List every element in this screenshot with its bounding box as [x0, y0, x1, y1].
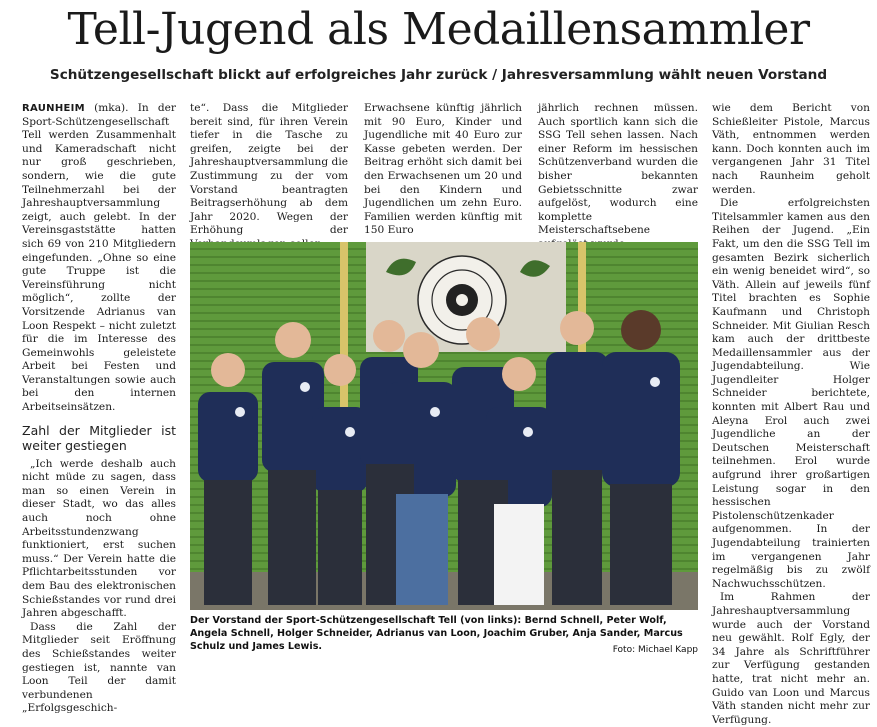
dateline: RAUNHEIM: [22, 103, 85, 114]
paragraph-intro: (mka). In der Sport-Schützengesellschaft Tell werden Zusammenhalt und Kameradschaft nicht nur groß geschrieben, sondern, wie die gute Teilnehmerzahl bei der Jahreshauptversammlung zeigt, auch gelebt. In der Vereinsgaststätte hatten sich 69 von 210 Mitgliedern eingefunden. „Ohne so eine gute Truppe ist die Vereinsführung nicht möglich“, zollte der Vorsitzende Adrianus van Loon Respekt – nicht zuletzt für die im Interesse des Gemeinwohls geleistete Arbeit bei Festen und Veranstaltungen sowie auch bei den internen Arbeitseinsätzen.: [22, 102, 176, 414]
subheadline: Schützengesellschaft blickt auf erfolgreiches Jahr zurück / Jahresversammlung wählt neuen Vorstand: [49, 67, 828, 83]
headline: Tell-Jugend als Medaillensammler: [67, 4, 810, 55]
photo-caption: Der Vorstand der Sport-Schützengesellschaft Tell (von links): Bernd Schnell, Peter Wolf, Angela Schnell, Holger Schneider, Adrianus van Loon, Joachim Gruber, Anja Sander, Marcus Schulz und James Lewis.: [190, 615, 683, 652]
article-column-4: [538, 102, 698, 237]
group-photo-illustration: [190, 242, 698, 610]
article-column-1: [22, 102, 176, 715]
paragraph-col2: te“. Dass die Mitglieder bereit sind, für ihren Verein tiefer in die Tasche zu greifen, zeigte bei der Jahreshauptversammlung die Zustimmung zu der vom Vorstand beantragten Beitragserhöhung ab dem Jahr 2020. Wegen der Erhöhung der: [190, 102, 348, 237]
paragraph-col5-c: Im Rahmen der Jahreshauptversammlung wurde auch der Vorstand neu gewählt. Rolf Egly, der 34 Jahre als Schriftführer zur Verfügung gestanden hatte, trat nicht mehr an. Guido van Loon und Marcus Väth standen nicht mehr zur Verfügung.: [712, 591, 870, 726]
paragraph-col5-a: wie dem Bericht von Schießleiter Pistole, Marcus Väth, entnommen werden kann. Doch konnten auch im vergangenen Jahr 31 Titel nach Raunheim geholt werden.: [712, 102, 870, 196]
paragraph-quote: „Ich werde deshalb auch nicht müde zu sagen, dass man so einen Verein in dieser Stadt, wo das alles auch noch ohne Arbeitsstundenzwang funktioniert, erst suchen muss.“ Der Verein hatte die Pflichtarbeitsstunden vor dem Bau des elektronischen Schießstandes vor rund drei Jahren abgeschafft.: [22, 457, 176, 620]
article-column-2: [190, 102, 348, 237]
article-column-3: [364, 102, 522, 237]
paragraph-members: Dass die Zahl der Mitglieder seit Eröffnung des Schießstandes weiter gestiegen ist, nannte van Loon Teil der damit verbundenen „Erfolgsgeschich-: [22, 620, 176, 715]
photo-credit: Foto: Michael Kapp: [612, 645, 698, 655]
section-subtitle: Zahl der Mitglieder ist weiter gestiegen: [22, 422, 176, 453]
paragraph-col3: Erwachsene künftig jährlich mit 90 Euro, Kinder und Jugendliche mit 40 Euro zur Kasse gebeten werden. Der Beitrag erhöht sich damit bei den Erwachsenen um 20 und bei den Kindern und Jugendlichen um zehn Euro. Familien werden künftig mit 150 Euro: [364, 102, 522, 237]
article-column-5: [712, 102, 870, 726]
paragraph-col5-b: Die erfolgreichsten Titelsammler kamen aus den Reihen der Jugend. „Ein Fakt, um den die SSG Tell im gesamten Bezirk sicherlich ein wenig beneidet wird“, so Väth. Allein auf jeweils fünf Titel brachten es Sophie Kaufmann und Christoph Schneider. Mit Giulian Resch kam auch der drittbeste Medaillensammler aus der Jugendabteilung. Wie Jugendleiter Holger Schneider berichtete, konnten mit Albert Rau und Aleyna Erol auch zwei Jugendliche an der Deutschen Meisterschaft teilnehmen. Erol wurde aufgrund ihrer großartigen Leistung sogar in den hessischen Pistolenschützenkader aufgenommen. In der Jugendabteilung trainierten im vergangenen Jahr regelmäßig bis zu zwölf Nachwuchsschützen.: [712, 197, 870, 590]
group-photo: [190, 242, 698, 610]
paragraph-col4: jährlich rechnen müssen. Auch sportlich kann sich die SSG Tell sehen lassen. Nach einer Reform im hessischen Schützenverband wurden die bisher bekannten Gebietsschnitte zwar aufgelöst, wodurch eine komplette Meisterschaftsebene: [538, 102, 698, 237]
